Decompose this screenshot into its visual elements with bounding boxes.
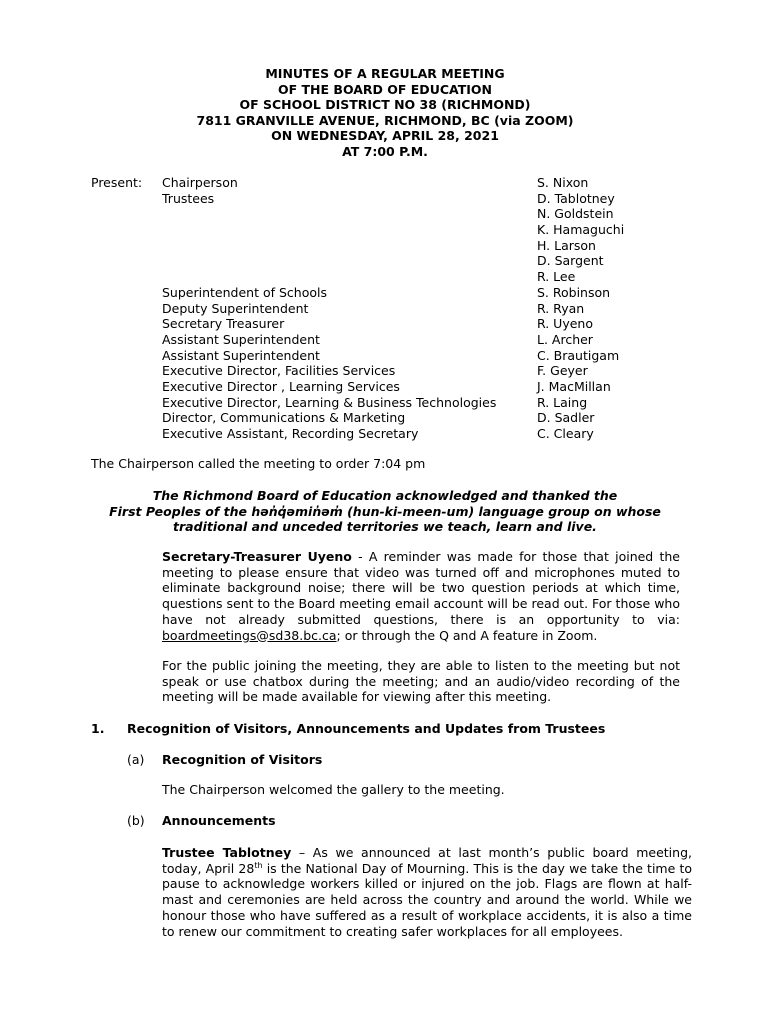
ordinal-suffix: th: [254, 860, 263, 870]
attendee-names: [537, 175, 624, 442]
subsection-text: The Chairperson welcomed the gallery to the meeting.: [162, 782, 505, 797]
attendee-name: C. Cleary: [537, 426, 594, 441]
ack-line: traditional and unceded territories we teach, learn and live.: [173, 519, 597, 535]
note-text: - A reminder was made for those that joined the meeting to please ensure that video was turned off and microphones muted to eliminate background noise; there will be two question periods at which time, questions sent to the Board meeting email account will be read out. For those who have not already submitted questions, there is an opportunity to via:: [162, 549, 680, 627]
present-label: Present:: [91, 175, 143, 190]
call-to-order: The Chairperson called the meeting to order 7:04 pm: [91, 456, 426, 471]
ack-line: First Peoples of the hən̓q̓əmin̓əm̓ (hun-ki-meen-um) language group on whose: [109, 503, 661, 519]
role: Executive Assistant, Recording Secretary: [162, 426, 419, 441]
document-title: [0, 66, 770, 160]
title-line: OF SCHOOL DISTRICT NO 38 (RICHMOND): [239, 97, 531, 113]
role: Executive Director , Learning Services: [162, 378, 400, 394]
subsection-label: (b): [127, 813, 145, 828]
attendee-name: S. Robinson: [537, 284, 611, 300]
attendee-name: N. Goldstein: [537, 206, 614, 222]
attendee-name: F. Geyer: [537, 363, 588, 379]
attendee-name: D. Sadler: [537, 410, 595, 426]
role: Secretary Treasurer: [162, 316, 285, 332]
land-acknowledgement: [60, 488, 710, 535]
announcement-text: [162, 845, 692, 939]
role: [162, 206, 496, 222]
public-note: For the public joining the meeting, they are able to listen to the meeting but not speak or use chatbox during the meeting; and an audio/video recording of the meeting will be made available for viewing after this meeting.: [162, 658, 680, 705]
title-line: ON WEDNESDAY, APRIL 28, 2021: [271, 128, 499, 144]
attendee-name: L. Archer: [537, 331, 593, 347]
role: Deputy Superintendent: [162, 300, 309, 316]
attendee-name: H. Larson: [537, 237, 596, 253]
role: Assistant Superintendent: [162, 347, 320, 363]
attendee-roles: [162, 175, 496, 442]
attendee-name: R. Lee: [537, 269, 576, 285]
email-link[interactable]: boardmeetings@sd38.bc.ca: [162, 627, 337, 643]
role: Executive Director, Facilities Services: [162, 363, 396, 379]
attendee-name: R. Ryan: [537, 300, 585, 316]
section-number: 1.: [91, 721, 105, 736]
title-line: OF THE BOARD OF EDUCATION: [278, 81, 492, 97]
speaker-name: Trustee Tablotney: [162, 845, 292, 860]
title-line: 7811 GRANVILLE AVENUE, RICHMOND, BC (via ZOOM): [196, 112, 574, 128]
role: [162, 222, 496, 238]
title-line: AT 7:00 P.M.: [342, 143, 428, 159]
role: Director, Communications & Marketing: [162, 410, 406, 426]
attendee-name: K. Hamaguchi: [537, 222, 625, 238]
role: Executive Director, Learning & Business Technologies: [162, 394, 497, 410]
title-line: MINUTES OF A REGULAR MEETING: [265, 66, 505, 81]
attendee-name: D. Sargent: [537, 253, 604, 269]
role: Superintendent of Schools: [162, 284, 327, 300]
role: Chairperson: [162, 175, 238, 190]
secretary-treasurer-note: [162, 549, 680, 643]
role: [162, 238, 496, 254]
attendee-name: D. Tablotney: [537, 190, 615, 206]
note-text-after: ; or through the Q and A feature in Zoom.: [336, 627, 598, 643]
subsection-title: Recognition of Visitors: [162, 752, 323, 767]
attendee-name: J. MacMillan: [537, 378, 611, 394]
attendee-name: R. Uyeno: [537, 316, 593, 332]
announcement-part: is the National Day of Mourning. This is the day we take the time to pause to acknowledge workers killed or injured on the job. Flags are flown at half-mast and ceremonies are held across the country and around the world. While we honour those who have suffered as a result of workplace accidents, it is also a time to renew our commitment to creating safer workplaces for all employees.: [162, 860, 693, 939]
announcement-part: – As we announced at last month’s public board meeting, today, April 28: [162, 845, 692, 876]
ack-line: The Richmond Board of Education acknowledged and thanked the: [152, 488, 618, 503]
role: [162, 253, 496, 269]
subsection-title: Announcements: [162, 813, 276, 828]
attendee-name: R. Laing: [537, 394, 588, 410]
attendee-name: C. Brautigam: [537, 347, 620, 363]
role: Trustees: [162, 190, 215, 206]
attendee-name: S. Nixon: [537, 175, 589, 190]
speaker-name: Secretary-Treasurer Uyeno: [162, 549, 352, 564]
subsection-label: (a): [127, 752, 145, 767]
role: [162, 269, 496, 285]
section-title: Recognition of Visitors, Announcements and Updates from Trustees: [127, 721, 606, 736]
role: Assistant Superintendent: [162, 331, 320, 347]
